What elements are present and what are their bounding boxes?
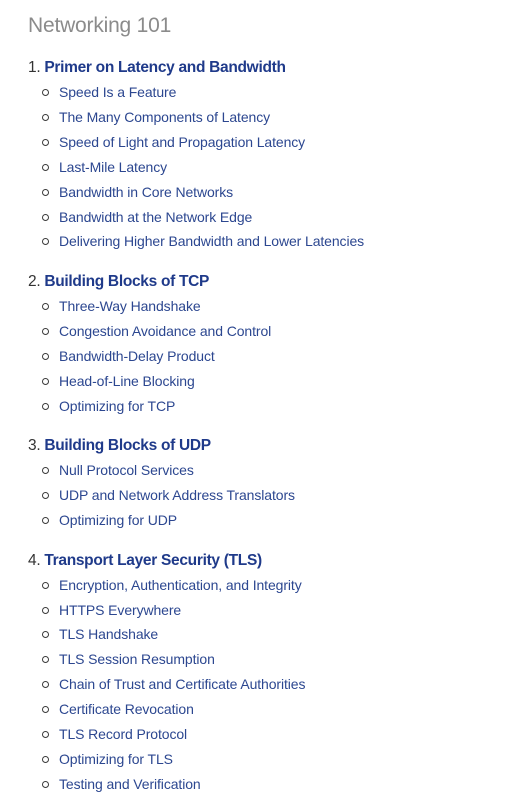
- list-item: [42, 294, 520, 319]
- subsection-link[interactable]: Delivering Higher Bandwidth and Lower Latencies: [59, 233, 365, 250]
- subsection-link[interactable]: Chain of Trust and Certificate Authorities: [59, 676, 306, 693]
- subsection-link[interactable]: Optimizing for TCP: [59, 397, 176, 414]
- circle-bullet-icon: [42, 467, 49, 474]
- list-item: [42, 344, 520, 369]
- subsection-link[interactable]: Testing and Verification: [59, 775, 201, 792]
- subsection-link[interactable]: UDP and Network Address Translators: [59, 486, 295, 503]
- list-item: [42, 772, 520, 797]
- section-title: Building Blocks of UDP: [44, 436, 211, 454]
- list-item: [42, 672, 520, 697]
- list-item: [42, 155, 520, 180]
- subsection-link[interactable]: TLS Handshake: [59, 626, 159, 643]
- subsection-link[interactable]: Bandwidth in Core Networks: [59, 183, 234, 200]
- subsection-link[interactable]: Encryption, Authentication, and Integrity: [59, 576, 302, 593]
- list-item: [42, 622, 520, 647]
- subsection-link[interactable]: Last-Mile Latency: [59, 158, 168, 175]
- list-item: [42, 458, 520, 483]
- subsection-link[interactable]: Three-Way Handshake: [59, 298, 201, 315]
- subsection-link[interactable]: Bandwidth-Delay Product: [59, 348, 215, 365]
- section-number: 3.: [28, 436, 41, 454]
- subsection-link[interactable]: Null Protocol Services: [59, 461, 194, 478]
- circle-bullet-icon: [42, 328, 49, 335]
- list-item: [42, 180, 520, 205]
- list-item: [42, 105, 520, 130]
- circle-bullet-icon: [42, 756, 49, 763]
- subsection-link[interactable]: Certificate Revocation: [59, 701, 194, 718]
- toc-section-list: [28, 56, 520, 797]
- list-item: [42, 722, 520, 747]
- circle-bullet-icon: [42, 492, 49, 499]
- section-title-link[interactable]: [28, 549, 520, 573]
- subsection-list: [28, 80, 520, 254]
- list-item: [42, 747, 520, 772]
- subsection-link[interactable]: Speed of Light and Propagation Latency: [59, 133, 306, 150]
- list-item: [42, 573, 520, 598]
- circle-bullet-icon: [42, 238, 49, 245]
- circle-bullet-icon: [42, 517, 49, 524]
- circle-bullet-icon: [42, 582, 49, 589]
- list-item: [42, 130, 520, 155]
- circle-bullet-icon: [42, 378, 49, 385]
- toc-section-3: [28, 434, 520, 533]
- section-number: 4.: [28, 551, 41, 569]
- subsection-link[interactable]: TLS Record Protocol: [59, 726, 188, 743]
- section-title-link[interactable]: [28, 56, 520, 80]
- circle-bullet-icon: [42, 353, 49, 360]
- subsection-link[interactable]: HTTPS Everywhere: [59, 601, 182, 618]
- circle-bullet-icon: [42, 214, 49, 221]
- circle-bullet-icon: [42, 681, 49, 688]
- list-item: [42, 80, 520, 105]
- list-item: [42, 508, 520, 533]
- list-item: [42, 229, 520, 254]
- list-item: [42, 647, 520, 672]
- circle-bullet-icon: [42, 656, 49, 663]
- subsection-link[interactable]: Head-of-Line Blocking: [59, 373, 195, 390]
- subsection-list: [28, 294, 520, 419]
- circle-bullet-icon: [42, 706, 49, 713]
- section-title-link[interactable]: [28, 270, 520, 294]
- circle-bullet-icon: [42, 781, 49, 788]
- section-title: Primer on Latency and Bandwidth: [44, 59, 286, 76]
- circle-bullet-icon: [42, 631, 49, 638]
- list-item: [42, 697, 520, 722]
- section-title: Transport Layer Security (TLS): [44, 551, 262, 569]
- subsection-link[interactable]: TLS Session Resumption: [59, 651, 215, 668]
- list-item: [42, 369, 520, 394]
- list-item: [42, 205, 520, 230]
- subsection-link[interactable]: Optimizing for TLS: [59, 750, 173, 767]
- subsection-list: [28, 458, 520, 533]
- list-item: [42, 319, 520, 344]
- subsection-link[interactable]: Speed Is a Feature: [59, 84, 177, 100]
- toc-section-1: [28, 56, 520, 254]
- circle-bullet-icon: [42, 303, 49, 310]
- subsection-link[interactable]: Congestion Avoidance and Control: [59, 323, 272, 340]
- circle-bullet-icon: [42, 189, 49, 196]
- circle-bullet-icon: [42, 89, 49, 96]
- circle-bullet-icon: [42, 607, 49, 614]
- circle-bullet-icon: [42, 139, 49, 146]
- section-number: 2.: [28, 273, 41, 291]
- section-title: Building Blocks of TCP: [44, 273, 210, 291]
- page-title: Networking 101: [28, 14, 172, 37]
- list-item: [42, 483, 520, 508]
- subsection-link[interactable]: The Many Components of Latency: [59, 108, 271, 125]
- circle-bullet-icon: [42, 731, 49, 738]
- circle-bullet-icon: [42, 403, 49, 410]
- circle-bullet-icon: [42, 114, 49, 121]
- section-number: 1.: [28, 59, 41, 76]
- list-item: [42, 394, 520, 419]
- subsection-link[interactable]: Bandwidth at the Network Edge: [59, 208, 253, 225]
- circle-bullet-icon: [42, 164, 49, 171]
- subsection-list: [28, 573, 520, 797]
- section-title-link[interactable]: [28, 434, 520, 458]
- list-item: [42, 598, 520, 623]
- toc-section-2: [28, 270, 520, 419]
- subsection-link[interactable]: Optimizing for UDP: [59, 511, 178, 528]
- toc-section-4: [28, 549, 520, 797]
